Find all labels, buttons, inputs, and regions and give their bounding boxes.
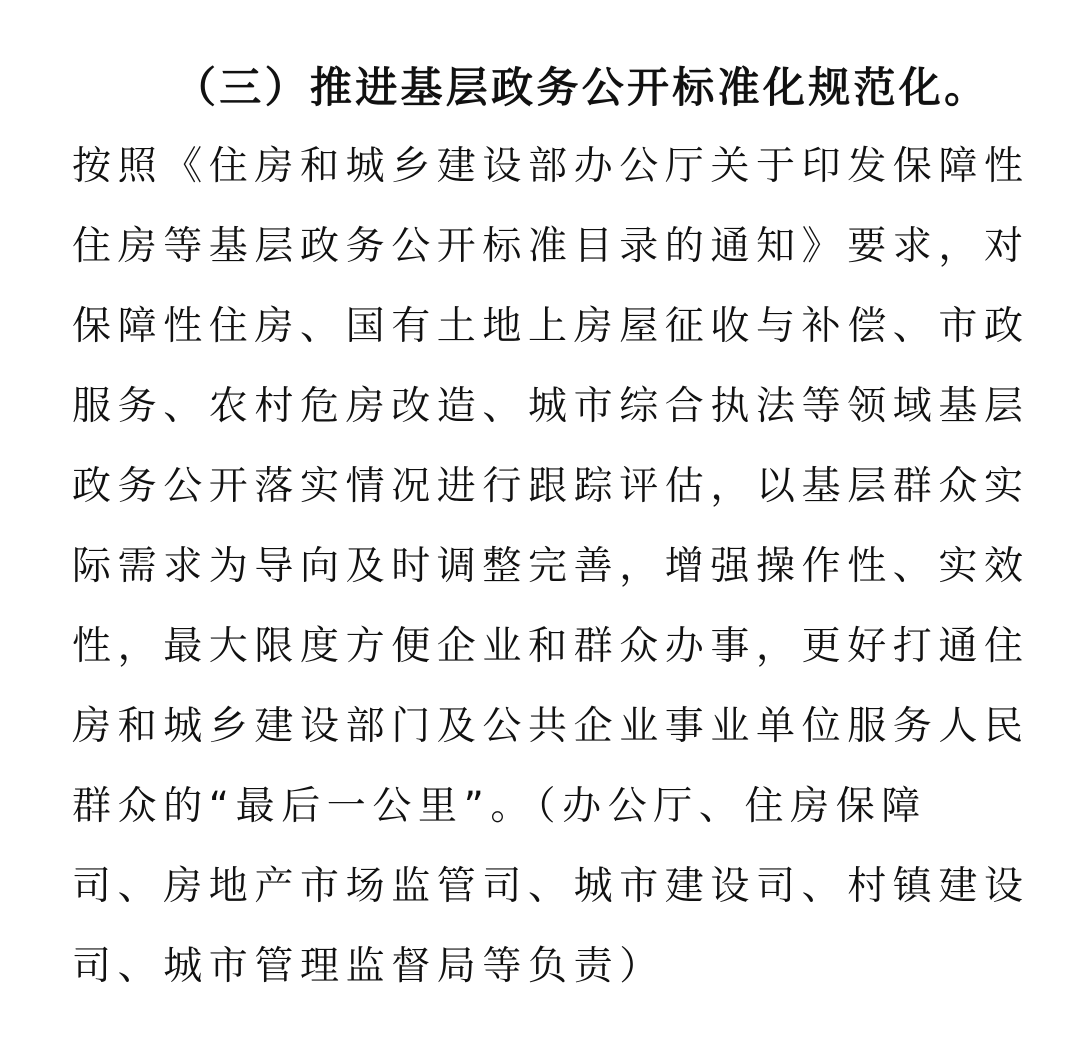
- paragraph-line: 房和城乡建设部门及公共企业事业单位服务人民: [72, 704, 1030, 749]
- body-paragraph: [72, 138, 1032, 1018]
- paragraph-line: 政务公开落实情况进行跟踪评估，以基层群众实: [72, 464, 1030, 509]
- paragraph-line: 按照《住房和城乡建设部办公厅关于印发保障性: [72, 144, 1030, 189]
- paragraph-line: 司、城市管理监督局等负责）: [72, 944, 665, 989]
- paragraph-line: 群众的“最后一公里”。（办公厅、住房保障: [72, 784, 927, 829]
- paragraph-line: 性，最大限度方便企业和群众办事，更好打通住: [72, 624, 1030, 669]
- paragraph-line: 际需求为导向及时调整完善，增强操作性、实效: [72, 544, 1030, 589]
- paragraph-line: 服务、农村危房改造、城市综合执法等领域基层: [72, 384, 1030, 429]
- paragraph-line: 保障性住房、国有土地上房屋征收与补偿、市政: [72, 304, 1030, 349]
- paragraph-line: 司、房地产市场监管司、城市建设司、村镇建设: [72, 864, 1030, 909]
- section-heading: （三）推进基层政务公开标准化规范化。: [174, 63, 990, 112]
- paragraph-line: 住房等基层政务公开标准目录的通知》要求，对: [72, 224, 1030, 269]
